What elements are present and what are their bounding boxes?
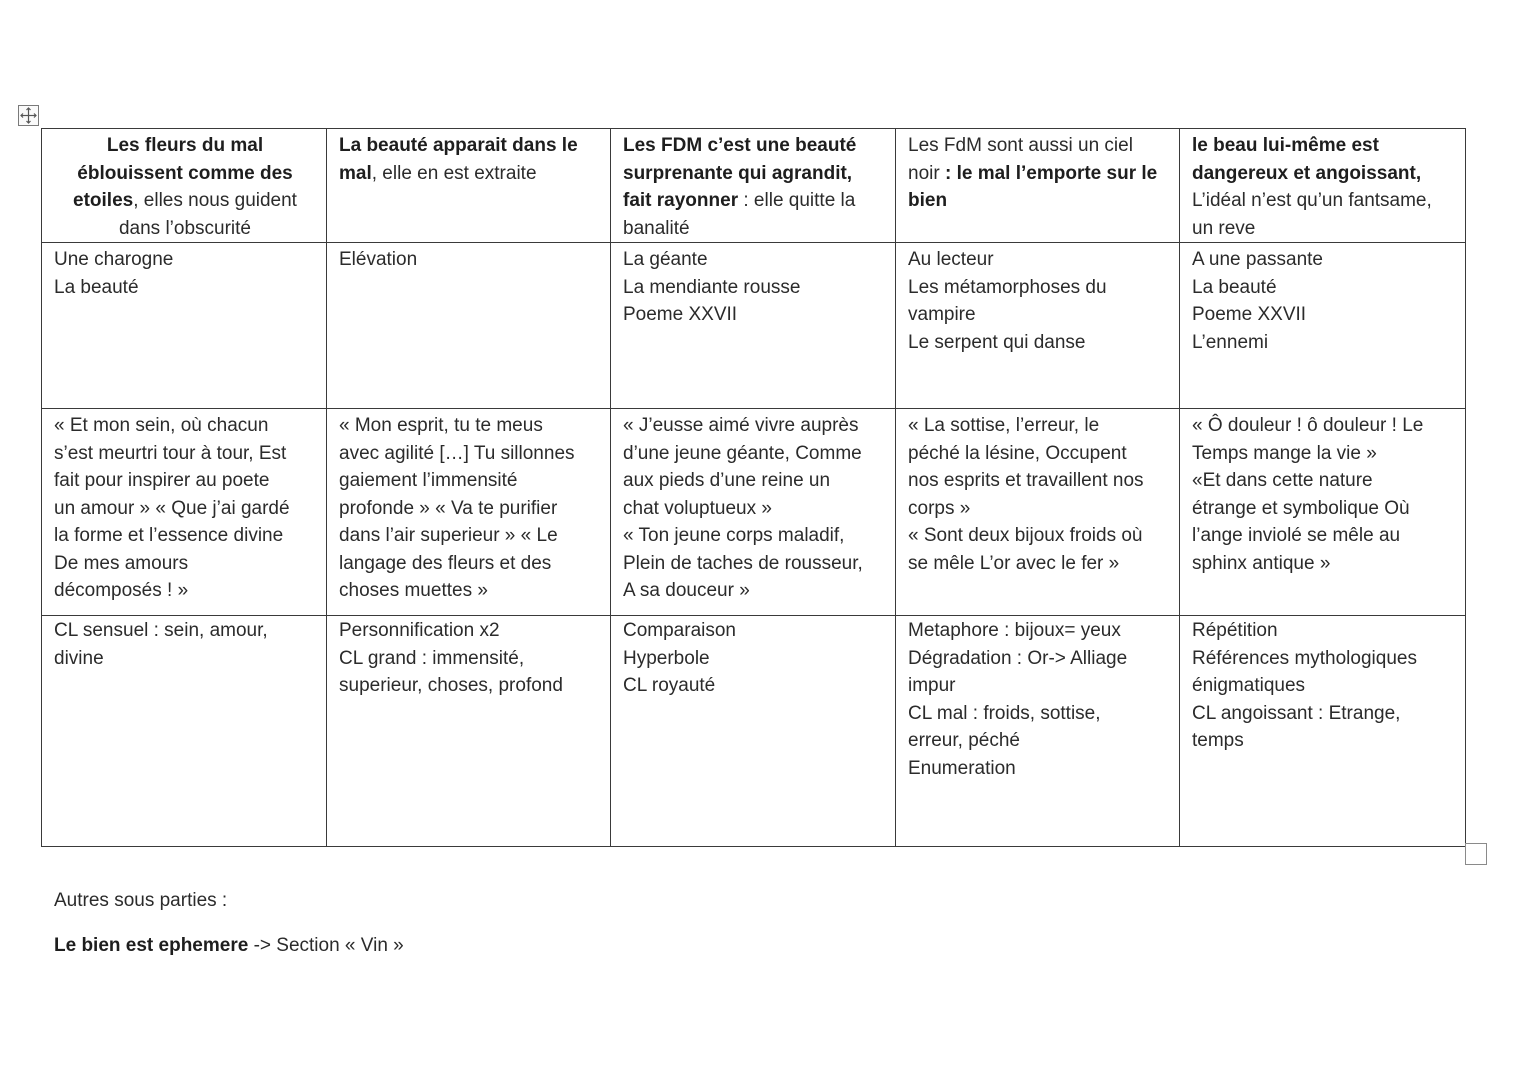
header-text: noir [908,162,945,184]
table-resize-handle[interactable] [1465,843,1487,865]
header-bold-text: Les FDM c’est une beauté [623,135,857,156]
header-cell[interactable] [1180,129,1466,243]
poems-line: Une charogne [54,249,174,270]
header-bold-text: dangereux et angoissant, [1192,162,1422,184]
quotes-line: aux pieds d’une reine un [623,470,831,491]
analysis-cell[interactable] [327,616,611,847]
quotes-line: avec agilité […] Tu sillonnes [339,442,575,464]
poems-line: L’ennemi [1192,331,1269,353]
header-bold-text: fait rayonner [623,190,739,211]
analysis-line: erreur, péché [908,730,1020,751]
header-text: L’idéal n’est qu’un fantsame, [1192,190,1432,211]
quotes-line: « La sottise, l’erreur, le [908,415,1100,436]
header-bold-text: etoiles [73,190,134,211]
header-bold-text: surprenante qui agrandit, [623,162,853,184]
header-line [54,132,316,160]
quotes-line: choses muettes » [339,580,488,601]
header-text: dans l’obscurité [118,217,252,239]
quotes-line: la forme et l’essence divine [54,525,284,546]
poems-line: Poeme XXVII [1192,304,1307,325]
header-cell[interactable] [896,129,1180,243]
table-row-header [42,129,1466,243]
header-line [623,215,885,243]
quotes-line: « Sont deux bijoux froids où [908,525,1143,546]
poems-cell[interactable] [1180,243,1466,409]
analysis-line: Dégradation : Or-> Alliage [908,647,1128,669]
analysis-line: Hyperbole [623,647,710,669]
header-bold-text: bien [908,190,948,211]
quotes-line: dans l’air superieur » « Le [339,525,558,546]
header-cell[interactable] [42,129,327,243]
header-bold-text: le beau lui-même est [1192,135,1379,156]
analysis-line: Metaphore : bijoux= yeux [908,620,1121,641]
header-text: , elles nous guident [133,190,297,211]
header-line [1192,187,1455,215]
quotes-line: corps » [908,497,971,519]
quotes-line: étrange et symbolique Où [1192,497,1410,519]
poems-line: Au lecteur [908,249,994,270]
quotes-line: nos esprits et travaillent nos [908,470,1144,491]
poems-line: Poeme XXVII [623,304,738,325]
poems-cell[interactable] [327,243,611,409]
header-line [339,132,600,160]
header-line [339,160,600,188]
analysis-line: impur [908,675,956,696]
poems-cell[interactable] [896,243,1180,409]
quotes-cell[interactable] [327,409,611,616]
header-line [623,187,885,215]
bien-ephemere-heading: Le bien est ephemere [54,935,249,956]
analysis-line: CL royauté [623,675,716,696]
quotes-line: l’ange inviolé se mêle au [1192,525,1401,546]
poems-line: A une passante [1192,249,1323,270]
quotes-line: fait pour inspirer au poete [54,470,270,491]
quotes-line: se mêle L’or avec le fer » [908,552,1120,574]
other-subparts-label: Autres sous parties : [54,890,228,911]
analysis-cell[interactable] [1180,616,1466,847]
quotes-cell[interactable] [42,409,327,616]
table-row-poems [42,243,1466,409]
quotes-line: profonde » « Va te purifier [339,497,558,519]
quotes-line: décomposés ! » [54,580,189,601]
poems-line: La géante [623,249,708,270]
quotes-line: langage des fleurs et des [339,552,552,574]
themes-table [41,128,1466,847]
header-bold-text: éblouissent comme des [77,162,293,184]
analysis-line: Références mythologiques [1192,647,1417,669]
header-text: banalité [623,217,690,239]
poems-cell[interactable] [611,243,896,409]
poems-line: vampire [908,304,976,325]
analysis-line: CL mal : froids, sottise, [908,702,1101,724]
analysis-line: Comparaison [623,620,736,641]
poems-line: La mendiante rousse [623,276,801,298]
quotes-line: A sa douceur » [623,580,750,601]
header-text: : elle quitte la [738,190,856,211]
table-row-quotes [42,409,1466,616]
analysis-line: Répétition [1192,620,1278,641]
quotes-line: Plein de taches de rousseur, [623,552,863,574]
quotes-line: « Ton jeune corps maladif, [623,525,845,546]
analysis-line: temps [1192,730,1244,751]
header-line [908,187,1169,215]
header-line [1192,215,1455,243]
analysis-cell[interactable] [611,616,896,847]
header-line [908,132,1169,160]
header-line [623,132,885,160]
header-cell[interactable] [327,129,611,243]
header-cell[interactable] [611,129,896,243]
poems-line: La beauté [54,276,139,298]
quotes-line: d’une jeune géante, Comme [623,442,862,464]
header-text: un reve [1192,217,1256,239]
header-line [1192,160,1455,188]
header-line [1192,132,1455,160]
other-subparts-text[interactable] [54,890,227,912]
analysis-line: CL grand : immensité, [339,647,525,669]
analysis-line: énigmatiques [1192,675,1306,696]
quotes-line: « J’eusse aimé vivre auprès [623,415,859,436]
quotes-line: « Ô douleur ! ô douleur ! Le [1192,415,1424,436]
analysis-cell[interactable] [896,616,1180,847]
quotes-line: « Mon esprit, tu te meus [339,415,543,436]
poems-line: La beauté [1192,276,1277,298]
header-text: Les FdM sont aussi un ciel [908,135,1133,156]
analysis-line: CL angoissant : Etrange, [1192,702,1401,724]
quotes-line: chat voluptueux » [623,497,772,519]
analysis-line: divine [54,647,104,669]
analysis-line: Personnification x2 [339,620,500,641]
analysis-line: CL sensuel : sein, amour, [54,620,268,641]
header-text: , elle en est extraite [371,162,537,184]
header-bold-text: mal [339,162,372,184]
analysis-cell[interactable] [42,616,327,847]
header-bold-text: La beauté apparait dans le [339,135,578,156]
quotes-line: un amour » « Que j’ai gardé [54,497,290,519]
table-move-handle-icon[interactable] [18,105,39,126]
quotes-cell[interactable] [896,409,1180,616]
quotes-cell[interactable] [611,409,896,616]
quotes-line: De mes amours [54,552,189,574]
header-bold-text: Les fleurs du mal [106,135,264,156]
header-line [54,187,316,215]
poems-cell[interactable] [42,243,327,409]
header-line [54,215,316,243]
header-line [54,160,316,188]
bien-ephemere-text[interactable] [54,935,404,957]
header-line [908,160,1169,188]
analysis-line: Enumeration [908,757,1016,779]
quotes-line: sphinx antique » [1192,552,1331,574]
quotes-line: s’est meurtri tour à tour, Est [54,442,287,464]
header-bold-text: : le mal l’emporte sur le [944,162,1158,184]
poems-line: Elévation [339,249,418,270]
table-row-analysis [42,616,1466,847]
quotes-cell[interactable] [1180,409,1466,616]
analysis-line: superieur, choses, profond [339,675,563,696]
quotes-line: péché la lésine, Occupent [908,442,1127,464]
poems-line: Le serpent qui danse [908,331,1086,353]
quotes-line: «Et dans cette nature [1192,470,1373,491]
header-line [623,160,885,188]
quotes-line: Temps mange la vie » [1192,442,1377,464]
poems-line: Les métamorphoses du [908,276,1107,298]
quotes-line: gaiement l’immensité [339,470,518,491]
bien-ephemere-section: -> Section « Vin » [248,935,404,956]
quotes-line: « Et mon sein, où chacun [54,415,269,436]
